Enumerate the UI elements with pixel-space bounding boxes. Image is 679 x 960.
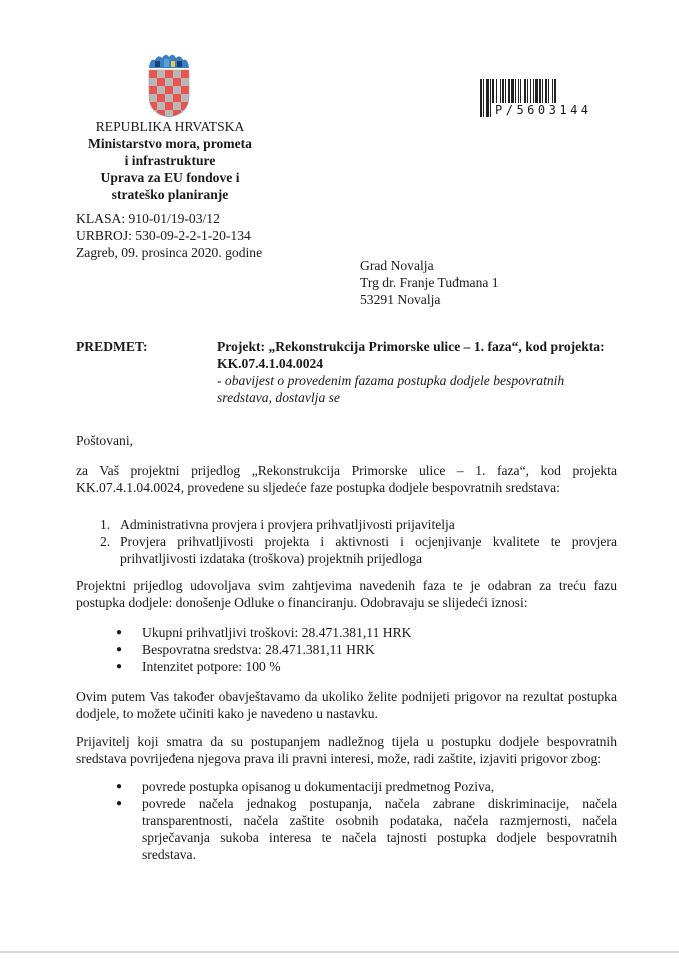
recipient-address xyxy=(360,257,499,308)
shield-square xyxy=(165,86,173,94)
ministry-name-line2: i infrastrukture xyxy=(124,153,216,168)
shield-square xyxy=(181,78,189,86)
shield-square xyxy=(181,94,189,102)
amount-item: ● Ukupni prihvatljivi troškovi: 28.471.381,11 HRK xyxy=(116,625,412,640)
document-reference xyxy=(76,210,262,261)
shield-square xyxy=(149,70,157,78)
bullet-icon: ● xyxy=(116,661,123,672)
shield-square xyxy=(173,102,181,110)
greeting: Poštovani, xyxy=(76,433,134,448)
shield-square xyxy=(165,78,173,86)
barcode-text: P/5603144 xyxy=(492,103,595,117)
shield-square xyxy=(157,102,165,110)
shield-square xyxy=(173,86,181,94)
shield-square xyxy=(173,78,181,86)
bullet-icon: ● xyxy=(116,798,123,809)
department-name-line2: strateško planiranje xyxy=(111,187,229,202)
shield-square xyxy=(173,94,181,102)
phase-item: 2. Provjera prihvatljivosti projekta i aktivnosti i ocjenjivanje kvalitete te provjera prihvatljivosti izdataka (troškova) projektnih prijedloga xyxy=(100,534,617,566)
approval-paragraph: Projektni prijedlog udovoljava svim zahtjevima navedenih faza te je odabran za treću fazu postupka dodjele: donošenje Odluke o financiranju. Odobravaju se slijedeći iznosi: xyxy=(76,578,617,610)
bullet-icon: ● xyxy=(116,781,123,792)
shield-square xyxy=(157,78,165,86)
phase-item: 1. Administrativna provjera i provjera prihvatljivosti prijavitelja xyxy=(100,517,455,532)
ground-item: ● povrede postupka opisanog u dokumentaciji predmetnog Poziva, xyxy=(116,779,495,794)
place-date: Zagreb, 09. prosinca 2020. godine xyxy=(76,245,263,260)
bullet-icon: ● xyxy=(116,644,123,655)
amount-item: ● Bespovratna sredstva: 28.471.381,11 HRK xyxy=(116,642,375,657)
shield-square xyxy=(157,110,165,118)
shield-square xyxy=(149,78,157,86)
recipient-name: Grad Novalja xyxy=(360,258,434,273)
shield-square xyxy=(157,70,165,78)
urbroj: URBROJ: 530-09-2-2-1-20-134 xyxy=(76,228,251,243)
amount-item: ● Intenzitet potpore: 100 % xyxy=(116,659,281,674)
intro-paragraph: za Vaš projektni prijedlog „Rekonstrukcija Primorske ulice – 1. faza“, kod projekta KK.07.4.1.04.0024, provedene su sljedeće faze postupka dodjele bespovratnih sredstava: xyxy=(76,463,617,495)
barcode xyxy=(478,77,610,119)
shield-square xyxy=(173,70,181,78)
issuer-header xyxy=(60,118,280,203)
shield-square xyxy=(181,70,189,78)
barcode-bar xyxy=(490,79,491,117)
ministry-name-line1: Ministarstvo mora, prometa xyxy=(88,136,252,151)
recipient-city: 53291 Novalja xyxy=(360,292,441,307)
objection-grounds-list xyxy=(116,778,617,863)
shield-square xyxy=(165,94,173,102)
ground-item: ● povrede načela jednakog postupanja, načela zabrane diskriminacije, načela transparentnosti, načela zaštite osobnih podataka, načela razmjernosti, načela sprječavanja sukoba interesa te načela tajnosti postupka dodjele bespovratnih sredstava. xyxy=(116,796,617,862)
shield-square xyxy=(149,86,157,94)
phases-list xyxy=(100,516,617,567)
subject-subtitle: - obavijest o provedenim fazama postupka dodjele bespovratnih sredstava, dostavlja se xyxy=(217,373,565,405)
coat-of-arms-icon xyxy=(146,52,192,118)
bullet-icon: ● xyxy=(116,627,123,638)
shield-square xyxy=(157,86,165,94)
page-bottom-edge xyxy=(0,951,679,953)
amounts-list xyxy=(116,624,411,675)
shield-square xyxy=(165,102,173,110)
objection-info-paragraph: Ovim putem Vas također obavještavamo da ukoliko želite podnijeti prigovor na rezultat postupka dodjele, to možete učiniti kako je navedeno u nastavku. xyxy=(76,689,617,721)
klasa: KLASA: 910-01/19-03/12 xyxy=(76,211,220,226)
subject-label: PREDMET: xyxy=(76,339,148,354)
shield-square xyxy=(149,110,157,118)
shield-square xyxy=(149,94,157,102)
barcode-bar xyxy=(480,79,482,117)
country-name: REPUBLIKA HRVATSKA xyxy=(95,119,245,134)
shield-square xyxy=(173,110,181,118)
objection-rights-paragraph: Prijavitelj koji smatra da su postupanjem nadležnog tijela u postupku dodjele bespovratnih sredstava povrijeđena njegova prava ili pravni interesi, može, radi zaštite, izjaviti prigovor zbog: xyxy=(76,734,617,766)
shield-square xyxy=(157,94,165,102)
barcode-bar xyxy=(483,79,484,117)
shield-square xyxy=(181,110,189,118)
barcode-bar xyxy=(486,79,489,117)
subject-title: Projekt: „Rekonstrukcija Primorske ulice – 1. faza“, kod projekta: KK.07.4.1.04.0024 xyxy=(217,339,605,371)
department-name-line1: Uprava za EU fondove i xyxy=(100,170,240,185)
shield-square xyxy=(165,70,173,78)
recipient-street: Trg dr. Franje Tuđmana 1 xyxy=(360,275,499,290)
shield-square xyxy=(181,86,189,94)
